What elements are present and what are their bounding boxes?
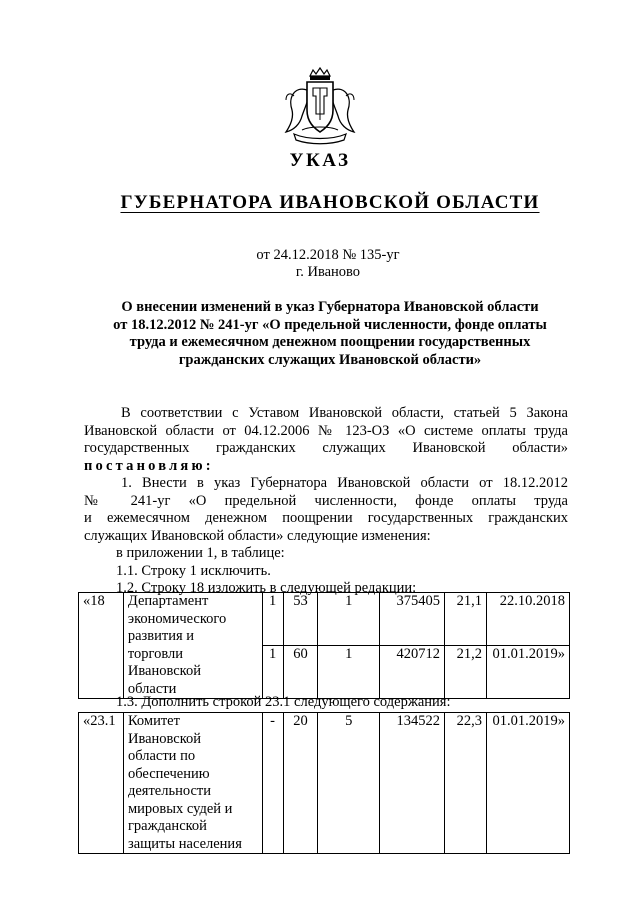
title-line: О внесении изменений в указ Губернатора Ивановской области xyxy=(121,299,539,315)
title-line: от 18.12.2012 № 241-уг «О предельной численности, фонде оплаты xyxy=(113,316,547,333)
date-number: от 24.12.2018 № 135-уг xyxy=(256,247,400,263)
table-row xyxy=(79,593,570,646)
table-row-18 xyxy=(78,592,570,699)
title-line: гражданских служащих Ивановской области» xyxy=(178,351,482,368)
city: г. Иваново xyxy=(295,264,361,280)
department-name: Департамент экономического развития и торговли Ивановской области xyxy=(123,593,262,699)
cell: 01.01.2019» xyxy=(486,646,569,699)
decree-heading: УКАЗ xyxy=(289,150,351,171)
cell: 01.01.2019» xyxy=(486,713,569,854)
item-1-2: 1.2. Строку 18 изложить в следующей редакции: xyxy=(116,580,417,596)
preamble-line: В соответствии с Уставом Ивановской области, статьей 5 Закона xyxy=(121,405,568,421)
cell: 22.10.2018 xyxy=(486,593,569,646)
decree-subheading: ГУБЕРНАТОРА ИВАНОВСКОЙ ОБЛАСТИ xyxy=(120,192,540,213)
body-text xyxy=(84,405,568,598)
cell: - xyxy=(262,713,283,854)
preamble-line: Ивановской области от 04.12.2006 № 123-ОЗ «О системе оплаты труда xyxy=(84,422,568,439)
document-title xyxy=(80,299,580,369)
cell: 20 xyxy=(283,713,318,854)
table-row-23-1 xyxy=(78,712,570,854)
cell: 60 xyxy=(283,646,318,699)
cell: 53 xyxy=(283,593,318,646)
date-block xyxy=(0,247,640,281)
body-text-2 xyxy=(84,694,568,712)
appendix-line: в приложении 1, в таблице: xyxy=(116,545,285,561)
cell: 21,1 xyxy=(445,593,487,646)
cell: 134522 xyxy=(380,713,445,854)
clause-line: 1. Внести в указ Губернатора Ивановской области от 18.12.2012 xyxy=(121,475,568,491)
cell: 5 xyxy=(318,713,380,854)
clause-line: № 241-уг «О предельной численности, фонде оплаты труда xyxy=(84,492,568,509)
cell: 375405 xyxy=(380,593,445,646)
item-1-1: 1.1. Строку 1 исключить. xyxy=(116,562,271,579)
cell: 1 xyxy=(318,593,380,646)
cell: 1 xyxy=(262,593,283,646)
cell: 22,3 xyxy=(445,713,487,854)
decree-word: постановляю: xyxy=(84,457,214,474)
cell: 1 xyxy=(318,646,380,699)
clause-line: и ежемесячном денежном поощрении государственных гражданских xyxy=(84,510,568,526)
item-1-3: 1.3. Дополнить строкой 23.1 следующего содержания: xyxy=(116,694,451,710)
cell: 21,2 xyxy=(445,646,487,699)
row-number: «18 xyxy=(79,593,124,699)
cell: 1 xyxy=(262,646,283,699)
row-number: «23.1 xyxy=(79,713,124,854)
title-line: труда и ежемесячном денежном поощрении государственных xyxy=(129,334,531,350)
coat-of-arms-emblem xyxy=(280,66,360,146)
preamble-line: государственных гражданских служащих Ивановской области» xyxy=(84,440,568,456)
cell: 420712 xyxy=(380,646,445,699)
committee-name: Комитет Ивановской области по обеспечению деятельности мировых судей и гражданской защиты населения xyxy=(123,713,262,854)
table-row xyxy=(79,713,570,854)
clause-line: служащих Ивановской области» следующие изменения: xyxy=(84,527,431,544)
